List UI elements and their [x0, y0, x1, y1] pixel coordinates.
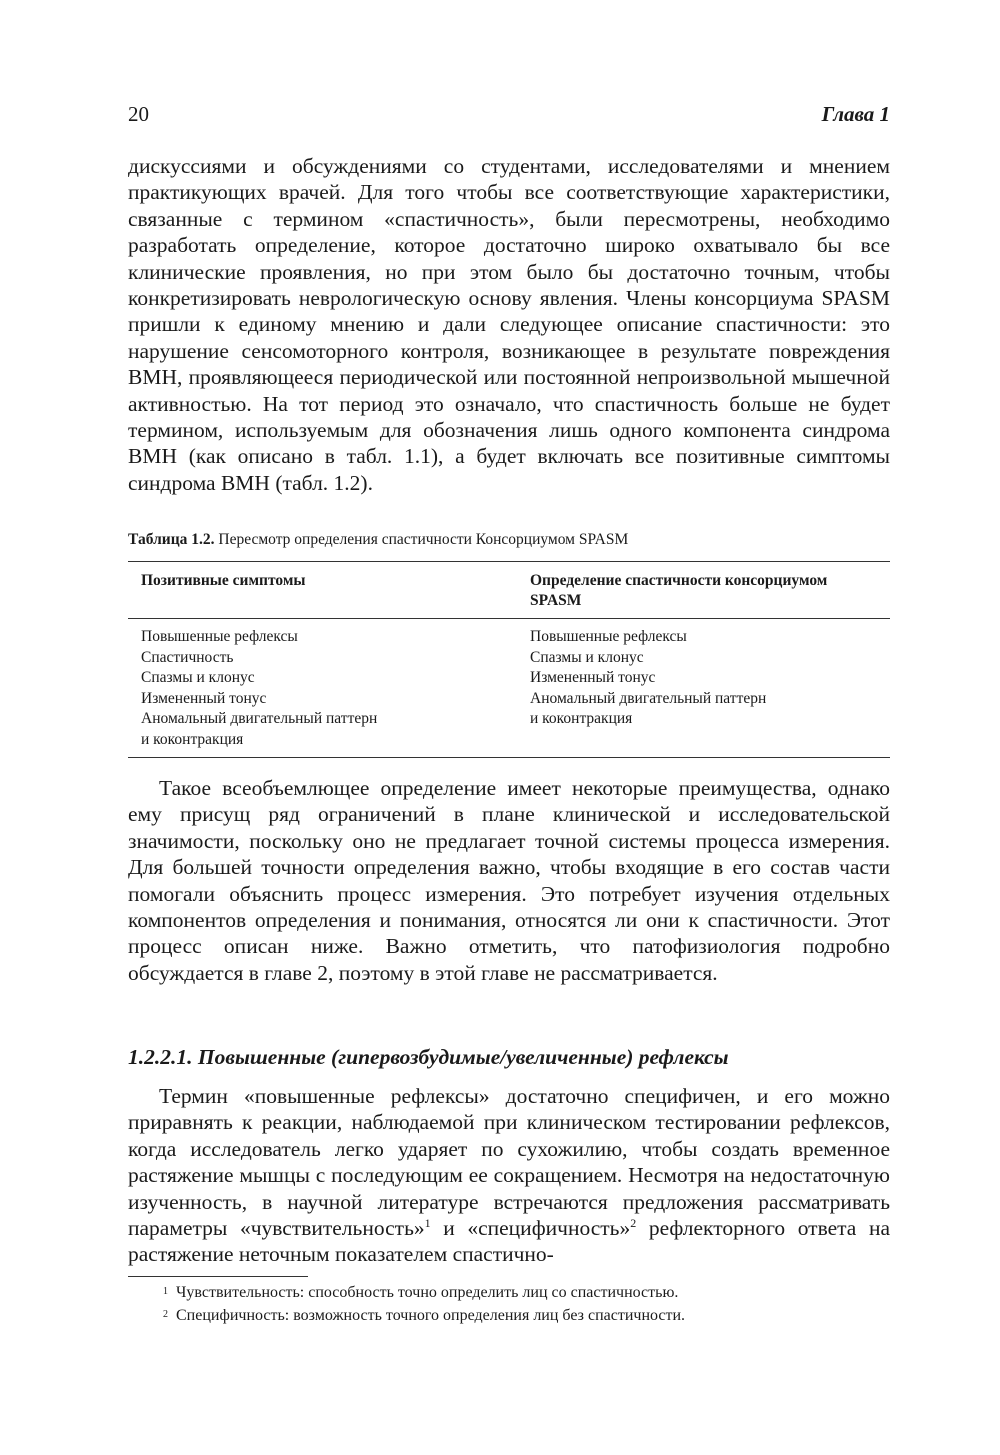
page-number: 20 — [128, 102, 149, 126]
table-cell: Спастичность — [141, 648, 234, 666]
table-header-rule — [128, 618, 890, 619]
paragraph-3-part3: рефлекторного ответа на растяжение неточным показателем спастично- — [128, 1216, 890, 1267]
running-head: Глава 1 — [821, 102, 890, 126]
footnote-1 — [163, 1283, 678, 1305]
table-col2-list — [530, 627, 870, 730]
table-cell: Аномальный двигательный паттерн — [141, 710, 378, 728]
footnote-mark: 1 — [163, 1286, 168, 1297]
table-cell: Повышенные рефлексы — [141, 628, 298, 645]
table-cell: Повышенные рефлексы — [530, 628, 687, 645]
table-bottom-rule — [128, 757, 890, 758]
paragraph-3-part2: и «специфичность» — [430, 1216, 631, 1241]
table-header-col2: Определение спастичности консорциумом SPASM — [530, 572, 828, 609]
footnote-mark: 2 — [163, 1309, 168, 1320]
table-cell: Измененный тонус — [530, 669, 656, 687]
table-cell: и коконтракция — [141, 730, 244, 748]
table-col1-list — [141, 627, 481, 751]
table-caption-text: Пересмотр определения спастичности Консорциумом SPASM — [218, 531, 629, 548]
footnote-text: Специфичность: возможность точного определения лиц без спастичности. — [176, 1307, 686, 1324]
table-caption-label: Таблица 1.2. — [128, 531, 215, 548]
paragraph-1: дискуссиями и обсуждениями со студентами, исследователями и мнением практикующих врачей. Для того чтобы все соответствующие характеристики, связанные с термином «спастичность», были пересмотрены, необходимо разработать определение, которое достаточно широко охватывало бы все клинические проявления, но при этом было бы достаточно точным, чтобы конкретизировать неврологическую основу явления. Члены консорциума SPASM пришли к единому мнению и дали следующее описание спастичности: это нарушение сенсомоторного контроля, возникающее в результате повреждения ВМН, проявляющееся периодической или постоянной непроизвольной мышечной активностью. На тот период это означало, что спастичность больше не будет термином, используемым для обозначения лишь одного компонента синдрома ВМН (как описано в табл. 1.1), а будет включать все позитивные симптомы синдрома ВМН (табл. 1.2). — [128, 154, 890, 495]
table-cell: Спазмы и клонус — [530, 648, 644, 666]
footnote-2 — [163, 1306, 685, 1328]
table-caption — [128, 531, 628, 549]
table-cell: Аномальный двигательный паттерн — [530, 689, 767, 707]
footnote-text: Чувствительность: способность точно определить лиц со спастичностью. — [176, 1284, 679, 1301]
paragraph-3 — [128, 1083, 890, 1268]
footnote-ref-2: 2 — [630, 1215, 637, 1230]
footnote-rule — [128, 1276, 308, 1277]
section-heading: 1.2.2.1. Повышенные (гипервозбудимые/увеличенные) рефлексы — [128, 1045, 729, 1069]
table-top-rule — [128, 561, 890, 562]
paragraph-3-part1: Термин «повышенные рефлексы» достаточно специфичен, и его можно приравнять к реакции, наблюдаемой при клиническом тестировании рефлексов, когда исследователь легко ударяет по сухожилию, чтобы создать временное растяжение мышцы с последующим ее сокращением. Несмотря на недостаточную изученность, в научной литературе встречаются предложения рассматривать параметры «чувствительность» — [128, 1084, 890, 1241]
table-cell: Спазмы и клонус — [141, 669, 255, 687]
footnote-ref-1: 1 — [424, 1215, 431, 1230]
table-header-col1: Позитивные симптомы — [141, 572, 306, 589]
table-cell: Измененный тонус — [141, 689, 267, 707]
paragraph-2: Такое всеобъемлющее определение имеет некоторые преимущества, однако ему присущ ряд ограничений в плане клинической и исследовательской значимости, поскольку оно не предлагает точной системы процесса измерения. Для большей точности определения важно, чтобы входящие в его состав части помогали объяснить процесс измерения. Это потребует изучения отдельных компонентов определения и понимания, относятся ли они к спастичности. Этот процесс описан ниже. Важно отметить, что патофизиология подробно обсуждается в главе 2, поэтому в этой главе не рассматривается. — [128, 776, 890, 985]
table-cell: и коконтракция — [530, 710, 633, 728]
